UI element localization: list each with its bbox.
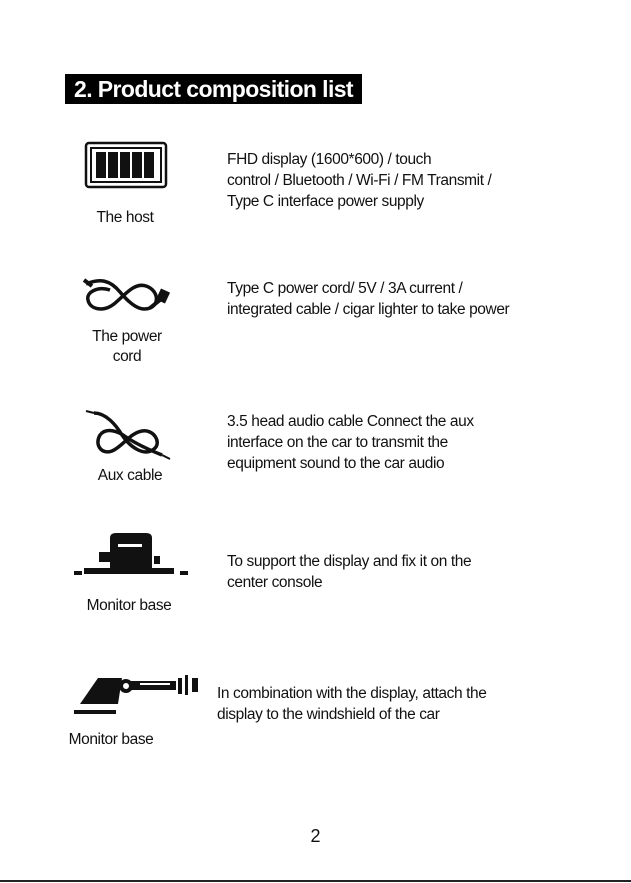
- monitor-base-icon: [72, 530, 192, 580]
- item-label-host: The host: [96, 209, 154, 226]
- item-label-aux-cable: Aux cable: [97, 467, 163, 484]
- item-description-power-cord: Type C power cord/ 5V / 3A current / integrated cable / cigar lighter to take power: [227, 280, 510, 318]
- item-description-aux-cable: 3.5 head audio cable Connect the aux interface on the car to transmit the equipment sound to the car audio: [227, 413, 474, 472]
- power-cord-label-text: The power cord: [92, 328, 162, 365]
- item-label-monitor-base: Monitor base: [86, 597, 172, 614]
- suction-mount-icon: [70, 672, 202, 720]
- item-label-power-cord: [80, 327, 174, 367]
- host-display-icon: [84, 141, 168, 189]
- bottom-divider: [0, 880, 631, 882]
- power-cord-icon: [80, 268, 172, 320]
- item-description-host: FHD display (1600*600) / touch control / Bluetooth / Wi-Fi / FM Transmit / Type C interface power supply: [227, 151, 492, 210]
- item-description-suction-mount: In combination with the display, attach the display to the windshield of the car: [217, 685, 487, 723]
- item-label-suction-mount: Monitor base: [68, 731, 154, 748]
- page-number: 2: [310, 826, 321, 846]
- aux-cable-icon: [82, 405, 172, 461]
- item-description-monitor-base: To support the display and fix it on the center console: [227, 553, 472, 591]
- section-title: 2. Product composition list: [65, 74, 362, 104]
